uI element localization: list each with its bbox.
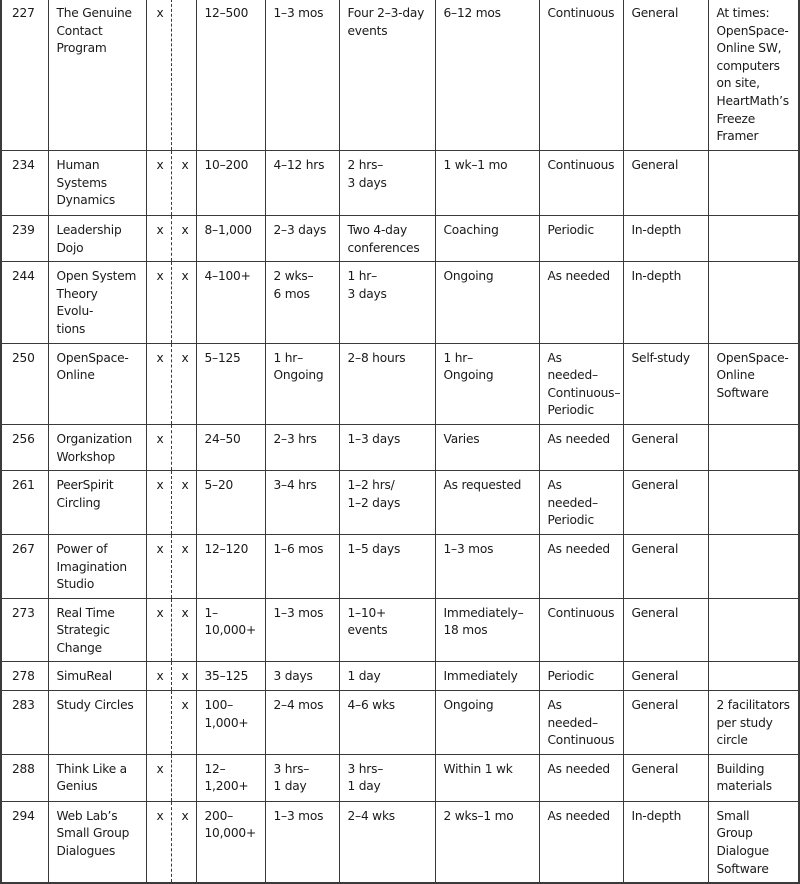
- group-size-cell: 4–100+: [196, 262, 265, 343]
- group-size-cell: 12– 1,200+: [196, 754, 265, 801]
- resources-cell: [708, 216, 799, 262]
- mark-a-cell: x: [146, 424, 171, 470]
- prep-time-cell: 2–3 days: [265, 216, 339, 262]
- page-number-cell: 288: [1, 754, 48, 801]
- training-cell: General: [623, 471, 708, 535]
- mark-a-cell: x: [146, 262, 171, 343]
- page-number-cell: 273: [1, 598, 48, 662]
- method-name-cell: Leadership Dojo: [48, 216, 146, 262]
- mark-a-cell: x: [146, 343, 171, 424]
- resources-cell: [708, 598, 799, 662]
- table-row: [1, 754, 799, 801]
- resources-cell: [708, 151, 799, 216]
- event-length-cell: 2 hrs– 3 days: [339, 151, 435, 216]
- training-cell: General: [623, 662, 708, 691]
- resources-cell: Building materials: [708, 754, 799, 801]
- mark-a-cell: x: [146, 471, 171, 535]
- frequency-cell: As needed: [539, 424, 623, 470]
- group-size-cell: 1– 10,000+: [196, 598, 265, 662]
- follow-up-cell: 2 wks–1 mo: [435, 801, 539, 883]
- group-size-cell: 5–125: [196, 343, 265, 424]
- prep-time-cell: 3 hrs– 1 day: [265, 754, 339, 801]
- method-name-cell: Power of Imagination Studio: [48, 534, 146, 598]
- event-length-cell: 4–6 wks: [339, 691, 435, 755]
- resources-cell: Small Group Dialogue Software: [708, 801, 799, 883]
- page-number-cell: 256: [1, 424, 48, 470]
- frequency-cell: Continuous: [539, 598, 623, 662]
- group-size-cell: 35–125: [196, 662, 265, 691]
- frequency-cell: As needed– Periodic: [539, 471, 623, 535]
- resources-cell: At times: OpenSpace- Online SW, computers on site, HeartMath’s Freeze Framer: [708, 0, 799, 151]
- event-length-cell: 1 hr– 3 days: [339, 262, 435, 343]
- mark-b-cell: x: [171, 598, 196, 662]
- resources-cell: [708, 471, 799, 535]
- training-cell: General: [623, 691, 708, 755]
- resources-cell: [708, 662, 799, 691]
- method-name-cell: PeerSpirit Circling: [48, 471, 146, 535]
- table-row: [1, 801, 799, 883]
- follow-up-cell: Ongoing: [435, 262, 539, 343]
- prep-time-cell: 1–3 mos: [265, 801, 339, 883]
- event-length-cell: 1 day: [339, 662, 435, 691]
- mark-b-cell: x: [171, 691, 196, 755]
- event-length-cell: 1–10+ events: [339, 598, 435, 662]
- page-number-cell: 239: [1, 216, 48, 262]
- prep-time-cell: 1–6 mos: [265, 534, 339, 598]
- prep-time-cell: 1–3 mos: [265, 0, 339, 151]
- follow-up-cell: 1 wk–1 mo: [435, 151, 539, 216]
- method-name-cell: Human Systems Dynamics: [48, 151, 146, 216]
- frequency-cell: As needed– Continuous: [539, 691, 623, 755]
- prep-time-cell: 2–3 hrs: [265, 424, 339, 470]
- training-cell: In-depth: [623, 216, 708, 262]
- follow-up-cell: Varies: [435, 424, 539, 470]
- follow-up-cell: 6–12 mos: [435, 0, 539, 151]
- group-size-cell: 100– 1,000+: [196, 691, 265, 755]
- frequency-cell: As needed: [539, 754, 623, 801]
- prep-time-cell: 4–12 hrs: [265, 151, 339, 216]
- training-cell: In-depth: [623, 801, 708, 883]
- follow-up-cell: Immediately– 18 mos: [435, 598, 539, 662]
- mark-b-cell: [171, 0, 196, 151]
- method-name-cell: The Genuine Contact Program: [48, 0, 146, 151]
- table-row: [1, 151, 799, 216]
- training-cell: General: [623, 534, 708, 598]
- method-name-cell: Organization Workshop: [48, 424, 146, 470]
- follow-up-cell: Coaching: [435, 216, 539, 262]
- mark-b-cell: x: [171, 662, 196, 691]
- method-name-cell: Real Time Strategic Change: [48, 598, 146, 662]
- method-name-cell: SimuReal: [48, 662, 146, 691]
- mark-a-cell: [146, 691, 171, 755]
- group-size-cell: 200– 10,000+: [196, 801, 265, 883]
- method-name-cell: Open System Theory Evolu- tions: [48, 262, 146, 343]
- frequency-cell: As needed: [539, 801, 623, 883]
- mark-a-cell: x: [146, 754, 171, 801]
- mark-a-cell: x: [146, 151, 171, 216]
- table-row: [1, 471, 799, 535]
- prep-time-cell: 1 hr– Ongoing: [265, 343, 339, 424]
- mark-b-cell: x: [171, 801, 196, 883]
- method-name-cell: Study Circles: [48, 691, 146, 755]
- group-size-cell: 8–1,000: [196, 216, 265, 262]
- mark-a-cell: x: [146, 216, 171, 262]
- group-size-cell: 12–120: [196, 534, 265, 598]
- training-cell: General: [623, 151, 708, 216]
- prep-time-cell: 2–4 mos: [265, 691, 339, 755]
- frequency-cell: As needed: [539, 534, 623, 598]
- mark-a-cell: x: [146, 0, 171, 151]
- mark-a-cell: x: [146, 598, 171, 662]
- frequency-cell: Continuous: [539, 0, 623, 151]
- method-name-cell: Web Lab’s Small Group Dialogues: [48, 801, 146, 883]
- page-number-cell: 244: [1, 262, 48, 343]
- table-row: [1, 216, 799, 262]
- resources-cell: [708, 534, 799, 598]
- prep-time-cell: 1–3 mos: [265, 598, 339, 662]
- follow-up-cell: Within 1 wk: [435, 754, 539, 801]
- mark-b-cell: [171, 754, 196, 801]
- prep-time-cell: 3 days: [265, 662, 339, 691]
- mark-a-cell: x: [146, 534, 171, 598]
- page-number-cell: 261: [1, 471, 48, 535]
- training-cell: General: [623, 598, 708, 662]
- group-size-cell: 12–500: [196, 0, 265, 151]
- training-cell: General: [623, 424, 708, 470]
- frequency-cell: As needed: [539, 262, 623, 343]
- table-row: [1, 534, 799, 598]
- resources-cell: 2 facilitators per study circle: [708, 691, 799, 755]
- resources-cell: [708, 262, 799, 343]
- resources-cell: OpenSpace- Online Software: [708, 343, 799, 424]
- group-size-cell: 5–20: [196, 471, 265, 535]
- event-length-cell: 2–4 wks: [339, 801, 435, 883]
- table-row: [1, 0, 799, 151]
- mark-b-cell: x: [171, 151, 196, 216]
- mark-b-cell: [171, 424, 196, 470]
- frequency-cell: Periodic: [539, 216, 623, 262]
- follow-up-cell: 1 hr– Ongoing: [435, 343, 539, 424]
- frequency-cell: Periodic: [539, 662, 623, 691]
- table-row: [1, 662, 799, 691]
- follow-up-cell: 1–3 mos: [435, 534, 539, 598]
- page-number-cell: 250: [1, 343, 48, 424]
- mark-b-cell: x: [171, 216, 196, 262]
- page-number-cell: 227: [1, 0, 48, 151]
- mark-a-cell: x: [146, 662, 171, 691]
- table-row: [1, 691, 799, 755]
- frequency-cell: As needed– Continuous– Periodic: [539, 343, 623, 424]
- training-cell: Self-study: [623, 343, 708, 424]
- resources-cell: [708, 424, 799, 470]
- table-row: [1, 262, 799, 343]
- training-cell: General: [623, 754, 708, 801]
- event-length-cell: Four 2–3-day events: [339, 0, 435, 151]
- event-length-cell: Two 4-day conferences: [339, 216, 435, 262]
- table-row: [1, 343, 799, 424]
- page-number-cell: 283: [1, 691, 48, 755]
- mark-b-cell: x: [171, 262, 196, 343]
- training-cell: General: [623, 0, 708, 151]
- method-name-cell: OpenSpace- Online: [48, 343, 146, 424]
- frequency-cell: Continuous: [539, 151, 623, 216]
- page-number-cell: 278: [1, 662, 48, 691]
- prep-time-cell: 2 wks– 6 mos: [265, 262, 339, 343]
- method-name-cell: Think Like a Genius: [48, 754, 146, 801]
- group-size-cell: 24–50: [196, 424, 265, 470]
- group-size-cell: 10–200: [196, 151, 265, 216]
- page-number-cell: 267: [1, 534, 48, 598]
- table-row: [1, 598, 799, 662]
- prep-time-cell: 3–4 hrs: [265, 471, 339, 535]
- table-body: [1, 0, 799, 883]
- page-number-cell: 294: [1, 801, 48, 883]
- training-cell: In-depth: [623, 262, 708, 343]
- follow-up-cell: Immediately: [435, 662, 539, 691]
- event-length-cell: 2–8 hours: [339, 343, 435, 424]
- page-number-cell: 234: [1, 151, 48, 216]
- event-length-cell: 1–5 days: [339, 534, 435, 598]
- event-length-cell: 1–3 days: [339, 424, 435, 470]
- mark-b-cell: x: [171, 534, 196, 598]
- event-length-cell: 1–2 hrs/ 1–2 days: [339, 471, 435, 535]
- event-length-cell: 3 hrs– 1 day: [339, 754, 435, 801]
- follow-up-cell: Ongoing: [435, 691, 539, 755]
- table-row: [1, 424, 799, 470]
- mark-b-cell: x: [171, 343, 196, 424]
- mark-a-cell: x: [146, 801, 171, 883]
- follow-up-cell: As requested: [435, 471, 539, 535]
- mark-b-cell: x: [171, 471, 196, 535]
